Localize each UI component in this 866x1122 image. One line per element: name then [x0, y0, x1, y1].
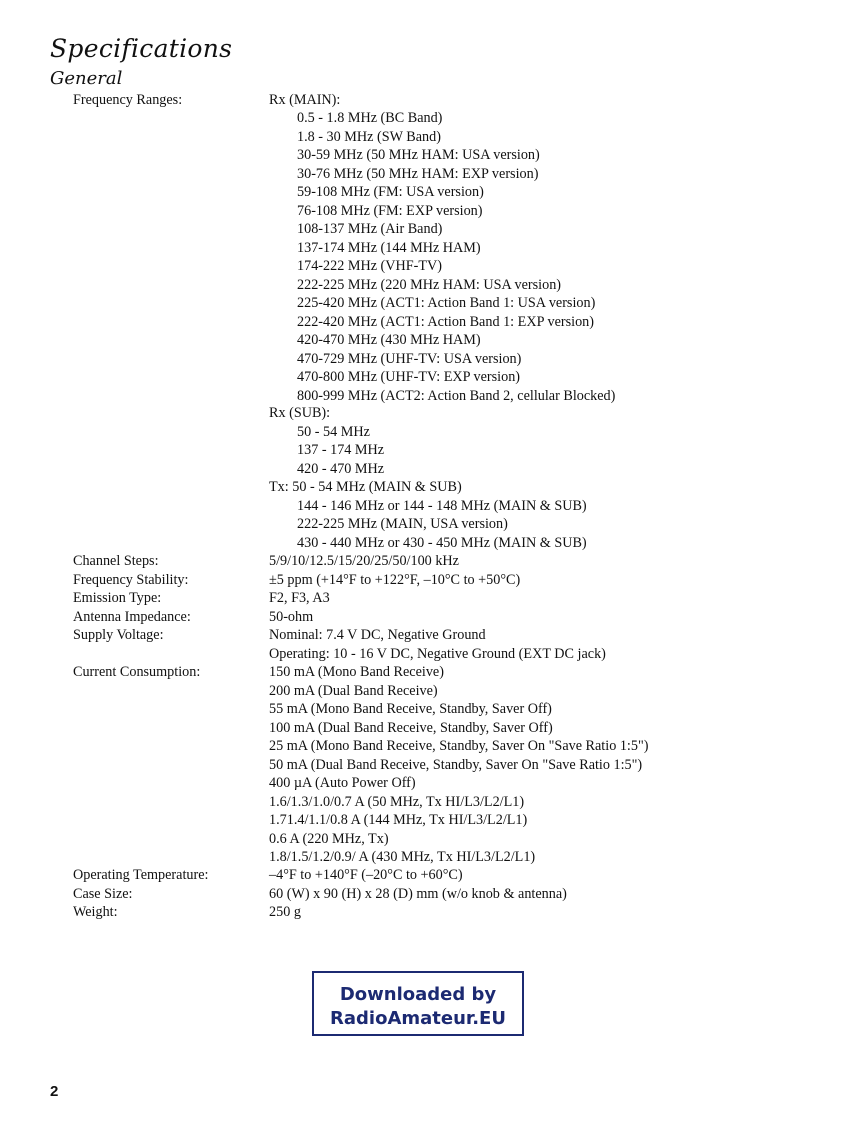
current-consumption-value: 100 mA (Dual Band Receive, Standby, Saver Off) [269, 719, 553, 736]
page-title: Specifications [50, 34, 233, 63]
rx-main-range: 470-800 MHz (UHF-TV: EXP version) [297, 369, 521, 385]
rx-sub-range: 50 - 54 MHz [297, 423, 370, 440]
rx-main-range: 1.8 - 30 MHz (SW Band) [297, 128, 441, 145]
frequency-stability-value: ±5 ppm (+14°F to +122°F, –10°C to +50°C) [269, 571, 521, 588]
rx-main-range: 0.5 - 1.8 MHz (BC Band) [297, 110, 443, 126]
rx-main-heading: Rx (MAIN): [269, 92, 341, 108]
tx-range: Tx: 50 - 54 MHz (MAIN & SUB) [269, 479, 462, 495]
frequency-stability-label: Frequency Stability: [73, 571, 189, 588]
rx-main-range: 800-999 MHz (ACT2: Action Band 2, cellular Blocked) [297, 387, 616, 404]
tx-range: 430 - 440 MHz or 430 - 450 MHz (MAIN & SUB) [297, 534, 587, 551]
emission-type-value: F2, F3, A3 [269, 590, 330, 606]
section-heading: General [50, 68, 123, 89]
rx-main-range: 222-420 MHz (ACT1: Action Band 1: EXP version) [297, 313, 594, 330]
current-consumption-value: 150 mA (Mono Band Receive) [269, 664, 444, 680]
rx-main-range: 59-108 MHz (FM: USA version) [297, 184, 484, 200]
rx-main-range: 108-137 MHz (Air Band) [297, 221, 443, 237]
weight-label: Weight: [73, 904, 118, 920]
watermark-line-1: Downloaded by [339, 984, 497, 1005]
rx-main-range: 30-76 MHz (50 MHz HAM: EXP version) [297, 165, 539, 182]
download-watermark [312, 971, 524, 1036]
rx-sub-heading: Rx (SUB): [269, 405, 331, 421]
current-consumption-label: Current Consumption: [73, 664, 201, 680]
current-consumption-value: 25 mA (Mono Band Receive, Standby, Saver On "Save Ratio 1:5") [269, 738, 649, 754]
weight-value: 250 g [269, 904, 301, 920]
rx-main-range: 30-59 MHz (50 MHz HAM: USA version) [297, 147, 540, 163]
emission-type-label: Emission Type: [73, 590, 162, 606]
rx-main-range: 470-729 MHz (UHF-TV: USA version) [297, 350, 522, 367]
current-consumption-value: 400 µA (Auto Power Off) [269, 775, 416, 791]
rx-main-range: 420-470 MHz (430 MHz HAM) [297, 332, 481, 348]
rx-main-range: 225-420 MHz (ACT1: Action Band 1: USA version) [297, 295, 596, 311]
current-consumption-value: 55 mA (Mono Band Receive, Standby, Saver Off) [269, 701, 552, 717]
supply-voltage-value: Operating: 10 - 16 V DC, Negative Ground (EXT DC jack) [269, 645, 606, 662]
current-consumption-value: 0.6 A (220 MHz, Tx) [269, 830, 389, 847]
current-consumption-value: 1.71.4/1.1/0.8 A (144 MHz, Tx HI/L3/L2/L1) [269, 812, 528, 828]
frequency-ranges-label: Frequency Ranges: [73, 92, 183, 108]
current-consumption-value: 50 mA (Dual Band Receive, Standby, Saver On "Save Ratio 1:5") [269, 756, 643, 773]
tx-range: 144 - 146 MHz or 144 - 148 MHz (MAIN & SUB) [297, 497, 587, 514]
rx-main-range: 174-222 MHz (VHF-TV) [297, 258, 443, 274]
case-size-label: Case Size: [73, 885, 133, 902]
antenna-impedance-value: 50-ohm [269, 608, 314, 625]
current-consumption-value: 1.6/1.3/1.0/0.7 A (50 MHz, Tx HI/L3/L2/L1) [269, 793, 525, 810]
supply-voltage-label: Supply Voltage: [73, 627, 164, 643]
channel-steps-label: Channel Steps: [73, 553, 159, 569]
rx-main-range: 137-174 MHz (144 MHz HAM) [297, 239, 481, 256]
page-number: 2 [50, 1083, 59, 1100]
antenna-impedance-label: Antenna Impedance: [73, 608, 191, 625]
case-size-value: 60 (W) x 90 (H) x 28 (D) mm (w/o knob & antenna) [269, 885, 567, 902]
supply-voltage-value: Nominal: 7.4 V DC, Negative Ground [269, 627, 486, 643]
operating-temperature-label: Operating Temperature: [73, 867, 209, 883]
channel-steps-value: 5/9/10/12.5/15/20/25/50/100 kHz [269, 553, 459, 569]
rx-sub-range: 137 - 174 MHz [297, 442, 385, 458]
rx-sub-range: 420 - 470 MHz [297, 460, 385, 477]
operating-temperature-value: –4°F to +140°F (–20°C to +60°C) [269, 867, 463, 883]
rx-main-range: 222-225 MHz (220 MHz HAM: USA version) [297, 276, 562, 293]
rx-main-range: 76-108 MHz (FM: EXP version) [297, 202, 483, 219]
watermark-line-2: RadioAmateur.EU [330, 1008, 506, 1029]
tx-range: 222-225 MHz (MAIN, USA version) [297, 516, 508, 532]
current-consumption-value: 1.8/1.5/1.2/0.9/ A (430 MHz, Tx HI/L3/L2/L1) [269, 849, 536, 865]
current-consumption-value: 200 mA (Dual Band Receive) [269, 682, 438, 699]
